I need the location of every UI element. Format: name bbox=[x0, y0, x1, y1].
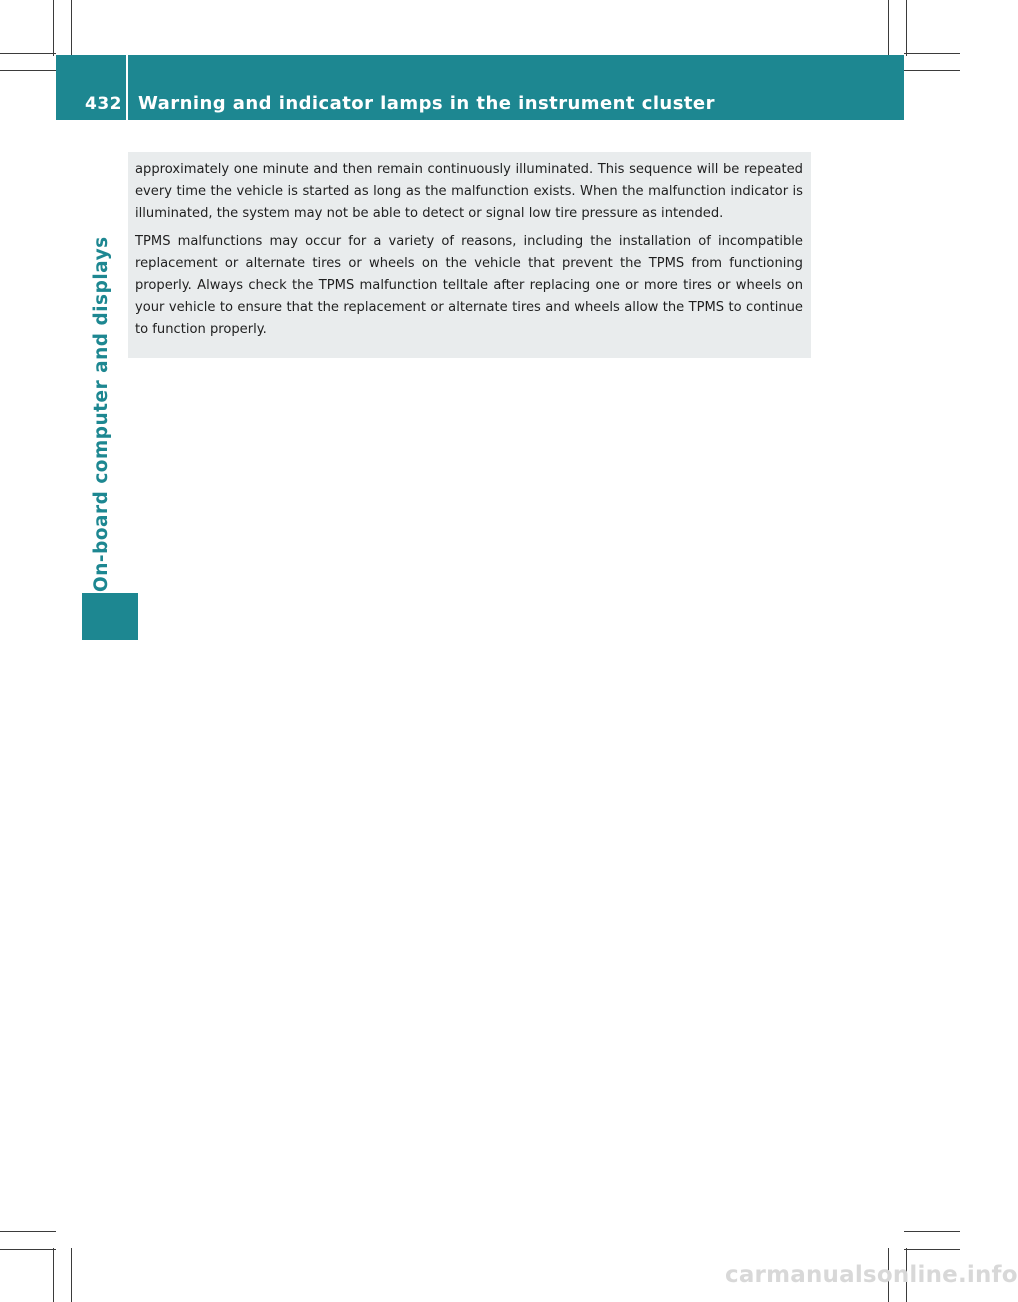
crop-mark bbox=[888, 0, 889, 56]
note-paragraph: approximately one minute and then remain continuously illuminated. This sequence will be repeated every time the vehicle is started as long as the malfunction exists. When the malfunction indicator is illuminated, the system may not be able to detect or signal low tire pressure as intended. bbox=[135, 162, 803, 221]
crop-mark bbox=[904, 70, 960, 71]
crop-mark bbox=[0, 1231, 56, 1232]
note-body bbox=[135, 159, 803, 347]
crop-mark bbox=[0, 53, 56, 54]
crop-mark bbox=[0, 1249, 56, 1250]
note-paragraph: TPMS malfunctions may occur for a variety of reasons, including the installation of incompatible replacement or alternate tires or wheels on the vehicle that prevent the TPMS from functioning properly. Always check the TPMS malfunction telltale after replacing one or more tires or wheels on your vehicle to ensure that the replacement or alternate tires and wheels allow the TPMS to continue to function properly. bbox=[135, 234, 803, 337]
crop-mark bbox=[71, 1248, 72, 1302]
crop-mark bbox=[906, 0, 907, 56]
crop-mark bbox=[904, 1249, 960, 1250]
note-box bbox=[128, 152, 811, 358]
chapter-label: On-board computer and displays bbox=[91, 236, 112, 592]
crop-mark bbox=[904, 1231, 960, 1232]
crop-mark bbox=[53, 1248, 54, 1302]
crop-mark bbox=[71, 0, 72, 56]
crop-mark bbox=[0, 70, 56, 71]
watermark: carmanualsonline.info bbox=[725, 1262, 1018, 1288]
crop-mark bbox=[904, 53, 960, 54]
crop-mark bbox=[53, 0, 54, 56]
header-divider bbox=[126, 55, 128, 120]
page-title: Warning and indicator lamps in the instrument cluster bbox=[138, 93, 715, 114]
page-number: 432 bbox=[85, 94, 122, 114]
